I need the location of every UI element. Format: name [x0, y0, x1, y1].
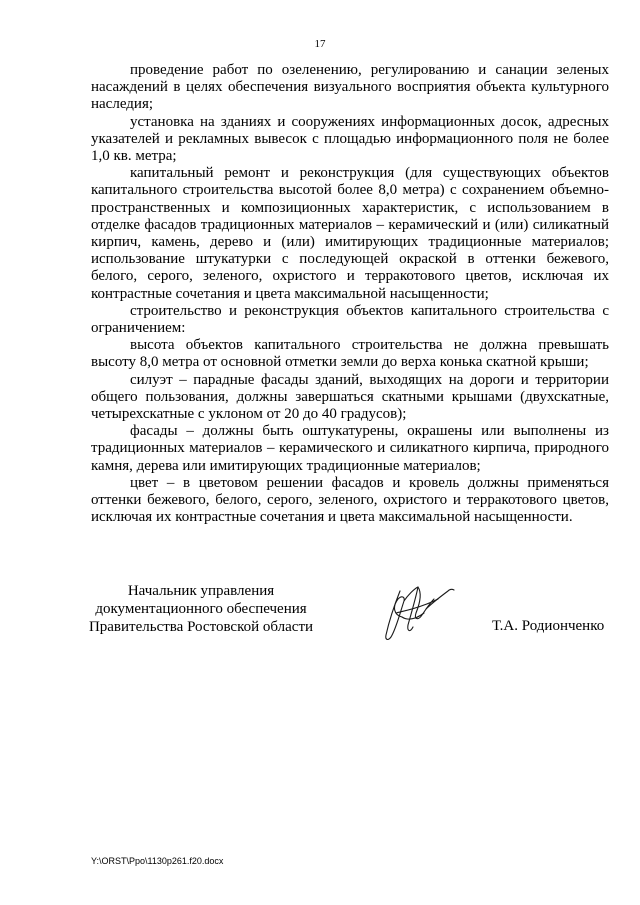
paragraph-construction: строительство и реконструкция объектов капитального строительства с ограничением: — [91, 302, 609, 337]
file-path: Y:\ORST\Ppo\1130p261.f20.docx — [91, 856, 224, 866]
paragraph-silhouette: силуэт – парадные фасады зданий, выходящих на дороги и территории общего пользования, должны завершаться скатными крышами (двухскатные, четырехскатные с уклоном от 20 до 40 градусов); — [91, 371, 609, 423]
signer-title-line: Начальник управления — [127, 583, 275, 599]
paragraph-signboards: установка на зданиях и сооружениях информационных досок, адресных указателей и рекламных вывесок с площадью информационного поля не более 1,0 кв. метра; — [91, 113, 609, 165]
signer-title — [86, 582, 316, 636]
document-body — [91, 62, 609, 526]
paragraph-color: цвет – в цветовом решении фасадов и кровель должны применяться оттенки бежевого, белого, серого, зеленого, охристого и терракотового цветов, исключая их контрастные сочетания и цвета максимальной насыщенности. — [91, 474, 609, 526]
signer-name: Т.А. Родионченко — [492, 618, 605, 634]
paragraph-height: высота объектов капитального строительства не должна превышать высоту 8,0 метра от основной отметки земли до верха конька скатной крыши; — [91, 337, 609, 371]
handwritten-signature — [378, 583, 458, 645]
paragraph-greening: проведение работ по озеленению, регулированию и санации зеленых насаждений в целях обеспечения визуального восприятия объекта культурного наследия; — [91, 62, 609, 113]
paragraph-capital-repair: капитальный ремонт и реконструкция (для существующих объектов капитального строительства высотой более 8,0 метра) с сохранением объемно-пространственных и композиционных характеристик, с использованием в отделке фасадов традиционных материалов – керамический и (или) силикатный кирпич, камень, дерево и (или) имитирующих традиционные материалов; использование штукатурки с последующей окраской в оттенки бежевого, белого, серого, зеленого, охристого и терракотового цветов, исключая их контрастные сочетания и цвета максимальной насыщенности; — [91, 165, 609, 302]
signer-title-line: Правительства Ростовской области — [88, 619, 314, 635]
page-number: 17 — [314, 38, 326, 50]
paragraph-facades: фасады – должны быть оштукатурены, окрашены или выполнены из традиционных материалов – керамического и силикатного кирпича, природного камня, дерева или имитирующих традиционные материалов; — [91, 423, 609, 474]
signer-title-line: документационного обеспечения — [95, 601, 307, 617]
